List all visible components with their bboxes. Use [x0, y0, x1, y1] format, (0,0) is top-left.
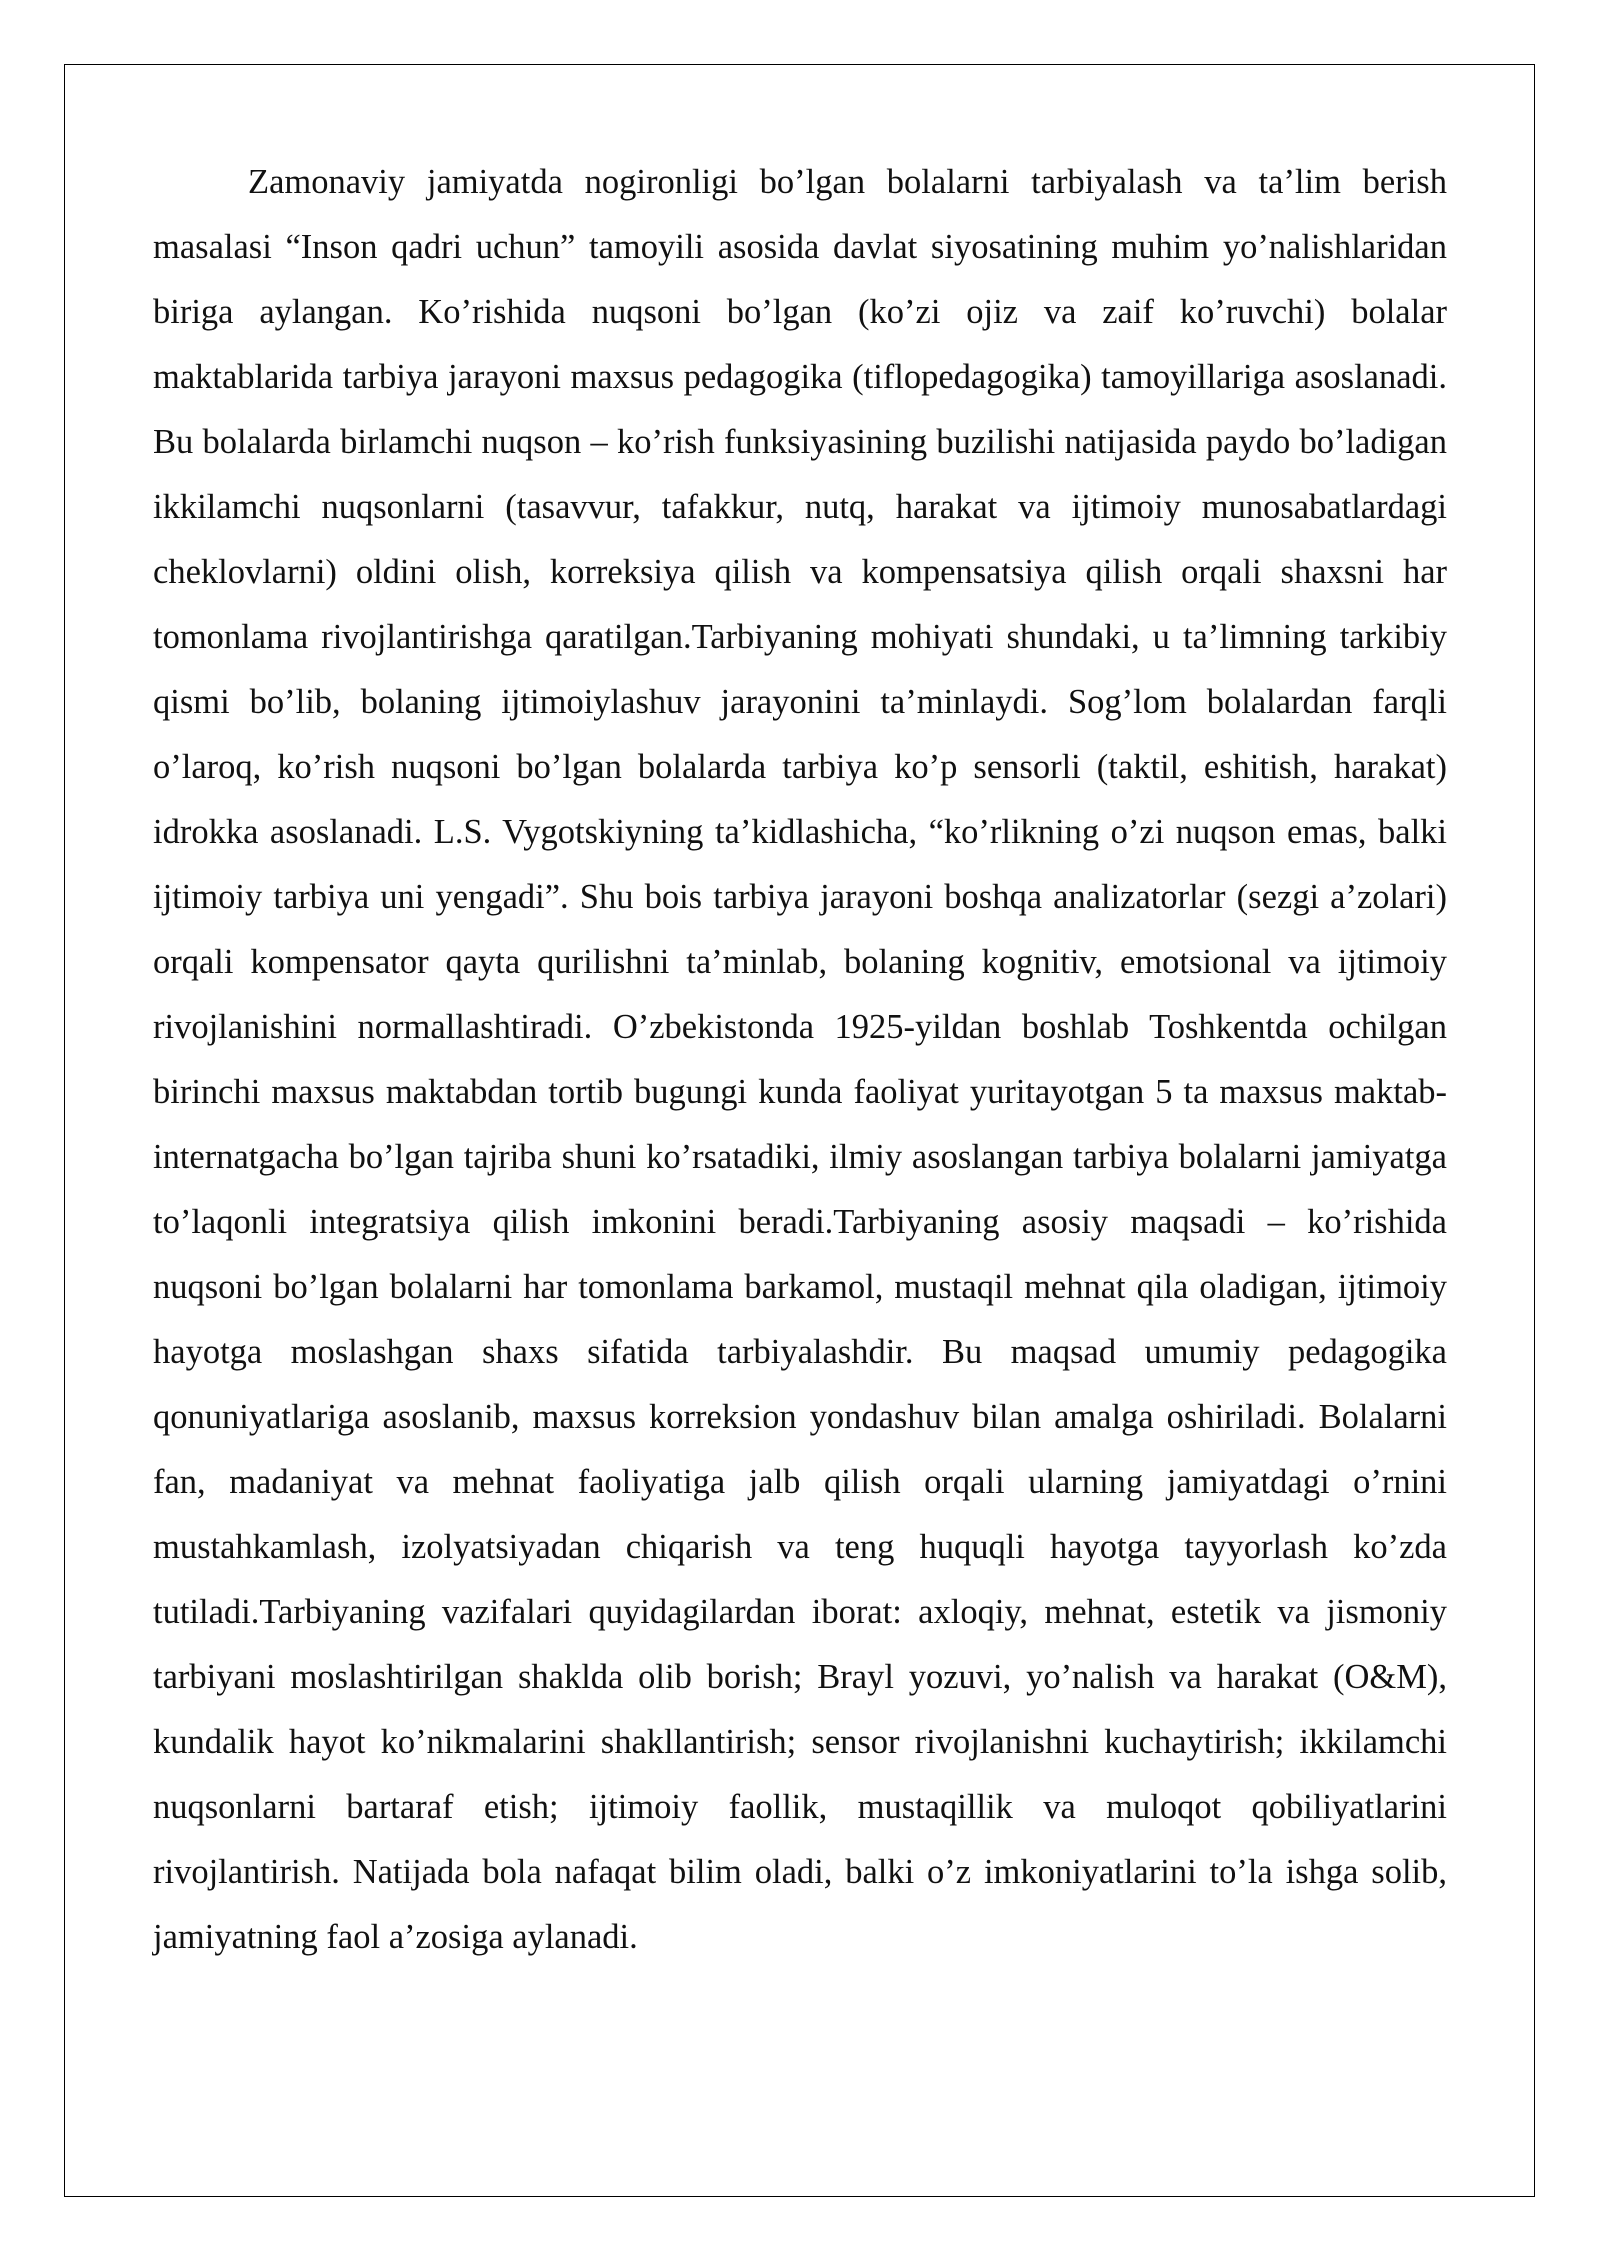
body-paragraph: Zamonaviy jamiyatda nogironligi bo’lgan bolalarni tarbiyalash va ta’lim berish masalasi “Inson qadri uchun” tamoyili asosida davlat siyosatining muhim yo’nalishlaridan biriga aylangan. Ko’rishida nuqsoni bo’lgan (ko’zi ojiz va zaif ko’ruvchi) bolalar maktablarida tarbiya jarayoni maxsus pedagogika (tiflopedagogika) tamoyillariga asoslanadi. Bu bolalarda birlamchi nuqson – ko’rish funksiyasining buzilishi natijasida paydo bo’ladigan ikkilamchi nuqsonlarni (tasavvur, tafakkur, nutq, harakat va ijtimoiy munosabatlardagi cheklovlarni) oldini olish, korreksiya qilish va kompensatsiya qilish orqali shaxsni har tomonlama rivojlantirishga qaratilgan.Tarbiyaning mohiyati shundaki, u ta’limning tarkibiy qismi bo’lib, bolaning ijtimoiylashuv jarayonini ta’minlaydi. Sog’lom bolalardan farqli o’laroq, ko’rish nuqsoni bo’lgan bolalarda tarbiya ko’p sensorli (taktil, eshitish, harakat) idrokka asoslanadi. L.S. Vygotskiyning ta’kidlashicha, “ko’rlikning o’zi nuqson emas, balki ijtimoiy tarbiya uni yengadi”. Shu bois tarbiya jarayoni boshqa analizatorlar (sezgi a’zolari) orqali kompensator qayta qurilishni ta’minlab, bolaning kognitiv, emotsional va ijtimoiy rivojlanishini normallashtiradi. O’zbekistonda 1925-yildan boshlab Toshkentda ochilgan birinchi maxsus maktabdan tortib bugungi kunda faoliyat yuritayotgan 5 ta maxsus maktab-internatgacha bo’lgan tajriba shuni ko’rsatadiki, ilmiy asoslangan tarbiya bolalarni jamiyatga to’laqonli integratsiya qilish imkonini beradi.Tarbiyaning asosiy maqsadi – ko’rishida nuqsoni bo’lgan bolalarni har tomonlama barkamol, mustaqil mehnat qila oladigan, ijtimoiy hayotga moslashgan shaxs sifatida tarbiyalashdir. Bu maqsad umumiy pedagogika qonuniyatlariga asoslanib, maxsus korreksion yondashuv bilan amalga oshiriladi. Bolalarni fan, madaniyat va mehnat faoliyatiga jalb qilish orqali ularning jamiyatdagi o’rnini mustahkamlash, izolyatsiyadan chiqarish va teng huquqli hayotga tayyorlash ko’zda tutiladi.Tarbiyaning vazifalari quyidagilardan iborat: axloqiy, mehnat, estetik va jismoniy tarbiyani moslashtirilgan shaklda olib borish; Brayl yozuvi, yo’nalish va harakat (O&M), kundalik hayot ko’nikmalarini shakllantirish; sensor rivojlanishni kuchaytirish; ikkilamchi nuqsonlarni bartaraf etish; ijtimoiy faollik, mustaqillik va muloqot qobiliyatlarini rivojlantirish. Natijada bola nafaqat bilim oladi, balki o’z imkoniyatlarini to’la ishga solib, jamiyatning faol a’zosiga aylanadi. — [153, 163, 1447, 1956]
